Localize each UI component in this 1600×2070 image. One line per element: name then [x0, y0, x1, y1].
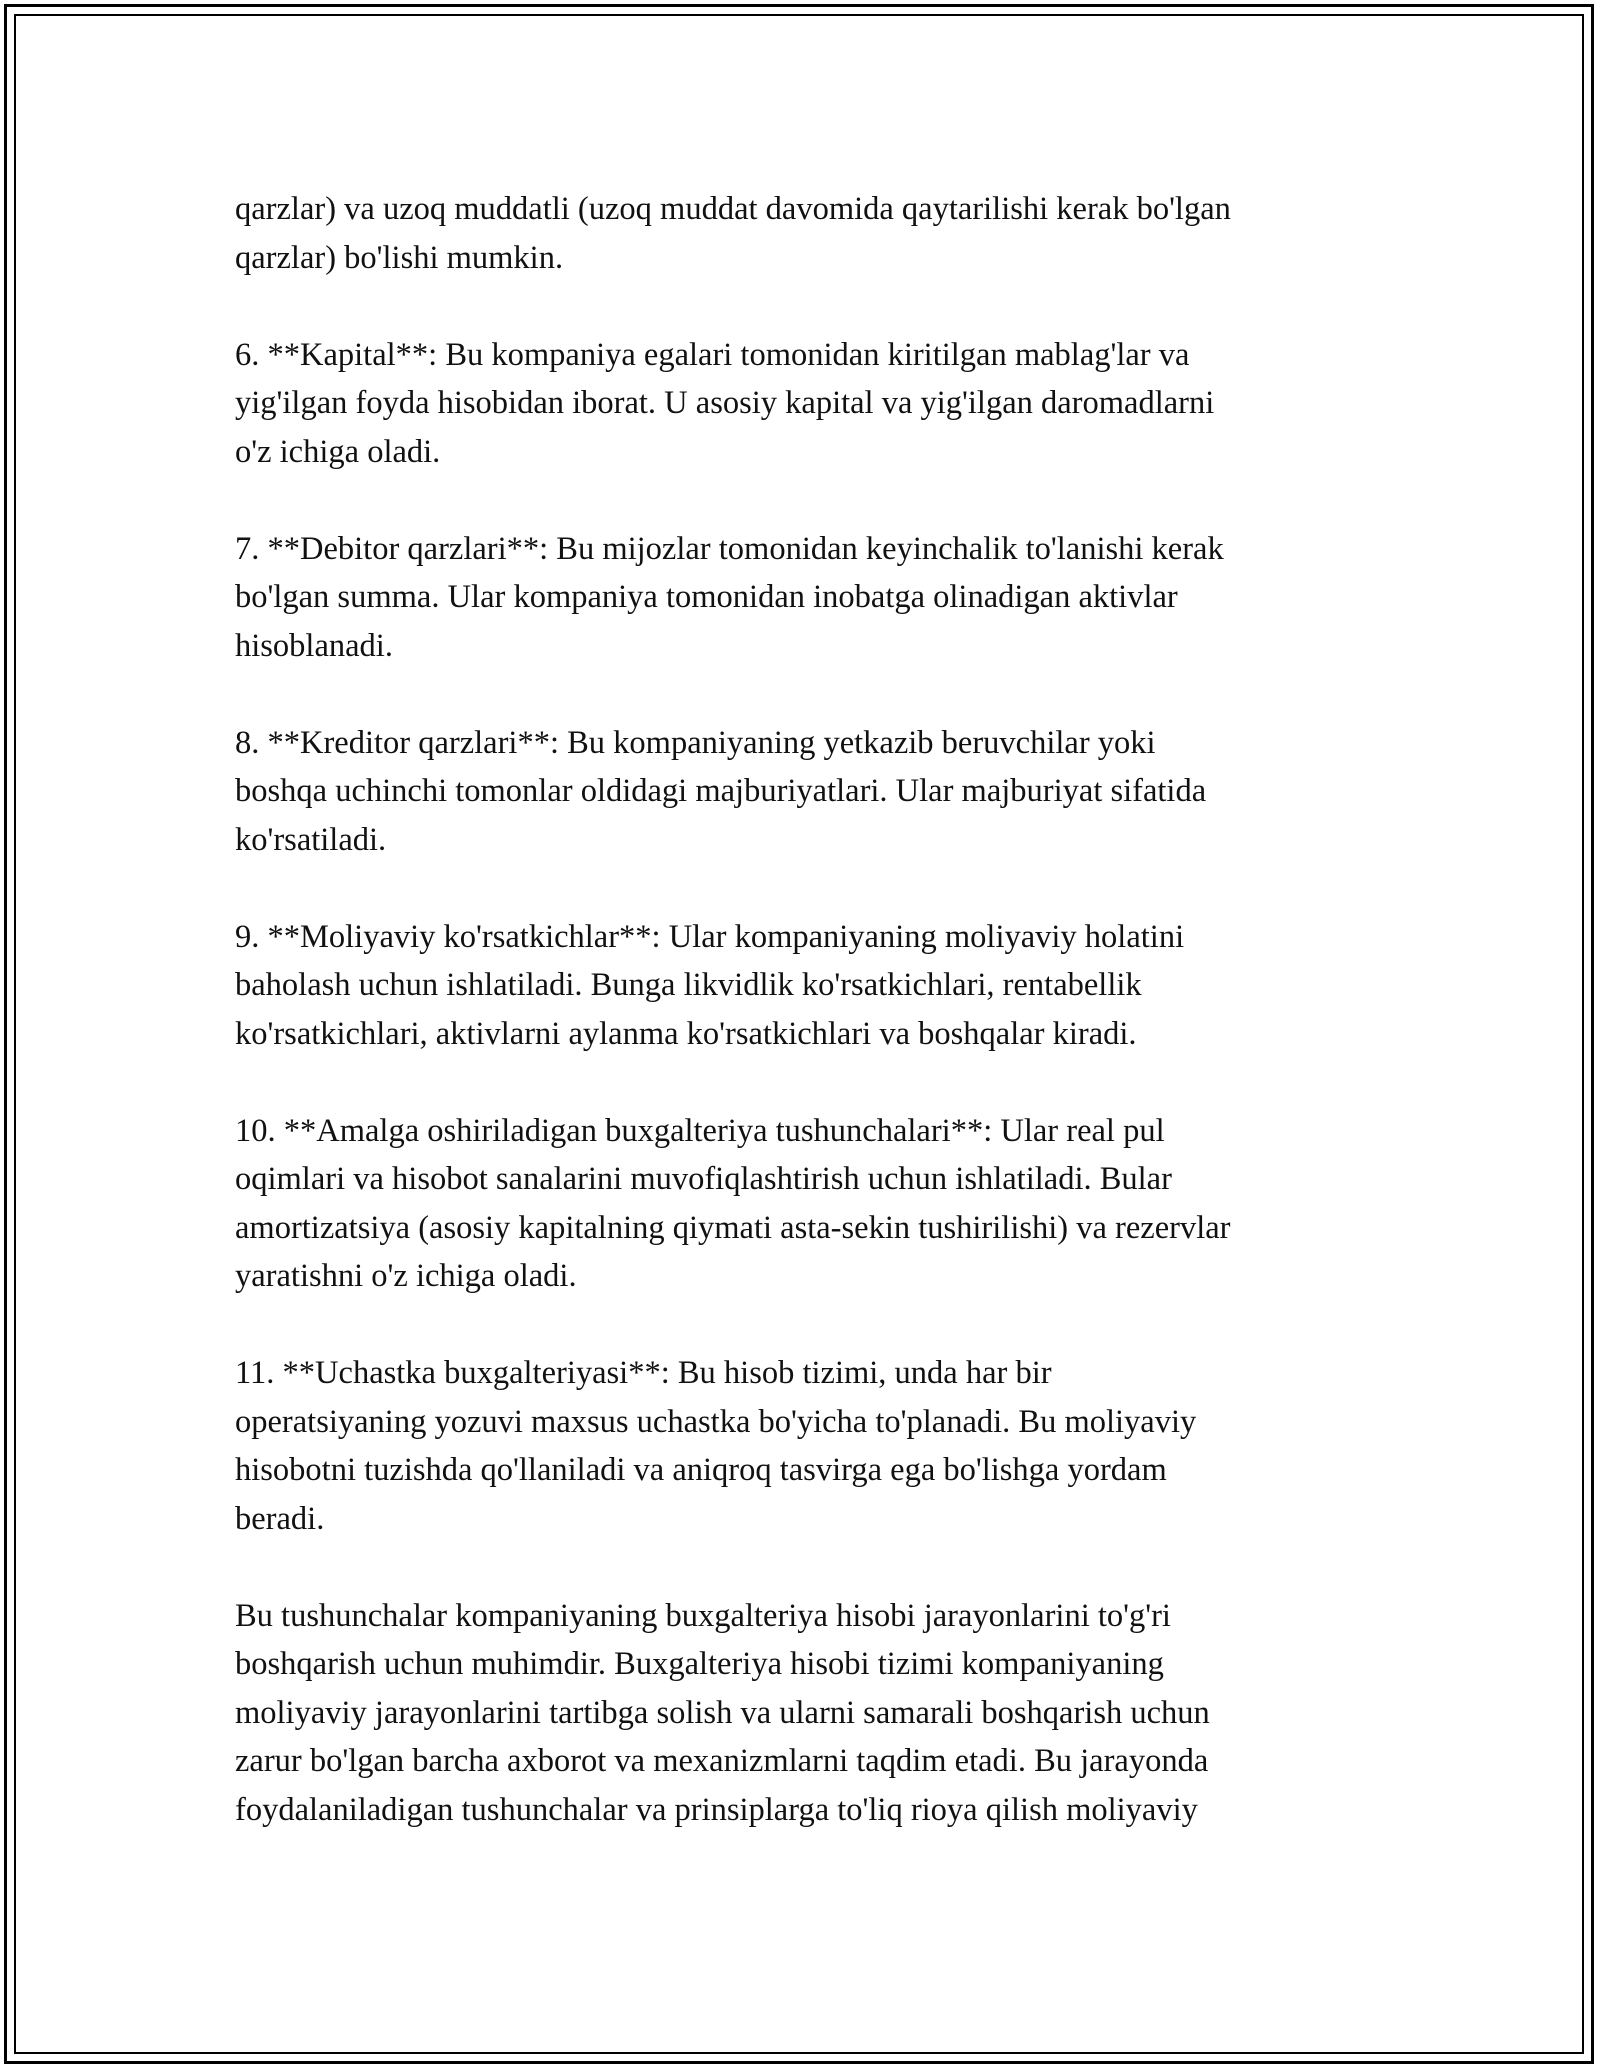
paragraph-item-10-accrual-concepts: 10. **Amalga oshiriladigan buxgalteriya tushunchalari**: Ular real pul oqimlari va hisobot sanalarini muvofiqlashtirish uchun ishlatiladi. Bular amortizatsiya (asosiy kapitalning qiymati asta-sekin tushirilishi) va rezervlar yaratishni o'z ichiga oladi.: [235, 1112, 1231, 1294]
paragraph-item-9-financial-ratios: 9. **Moliyaviy ko'rsatkichlar**: Ular kompaniyaning moliyaviy holatini baholash uchun ishlatiladi. Bunga likvidlik ko'rsatkichlari, rentabellik ko'rsatkichlari, aktivlarni aylanma ko'rsatkichlari va boshqalar kiradi.: [235, 918, 1185, 1052]
paragraph-item-6-capital: 6. **Kapital**: Bu kompaniya egalari tomonidan kiritilgan mablag'lar va yig'ilgan foyda hisobidan iborat. U asosiy kapital va yig'ilgan daromadlarni o'z ichiga oladi.: [235, 336, 1215, 470]
paragraph-conclusion: Bu tushunchalar kompaniyaning buxgalteriya hisobi jarayonlarini to'g'ri boshqarish uchun muhimdir. Buxgalteriya hisobi tizimi kompaniyaning moliyaviy jarayonlarini tartibga solish va ularni samarali boshqarish uchun zarur bo'lgan barcha axborot va mexanizmlarni taqdim etadi. Bu jarayonda foydalaniladigan tushunchalar va prinsiplarga to'liq rioya qilish moliyaviy: [235, 1597, 1210, 1828]
paragraph-item-8-payables: 8. **Kreditor qarzlari**: Bu kompaniyaning yetkazib beruvchilar yoki boshqa uchinchi tomonlar oldidagi majburiyatlari. Ular majburiyat sifatida ko'rsatiladi.: [235, 724, 1207, 858]
paragraph-debt-continuation: qarzlar) va uzoq muddatli (uzoq muddat davomida qaytarilishi kerak bo'lgan qarzlar) bo'lishi mumkin.: [235, 191, 1231, 276]
paragraph-item-7-receivables: 7. **Debitor qarzlari**: Bu mijozlar tomonidan keyinchalik to'lanishi kerak bo'lgan summa. Ular kompaniya tomonidan inobatga olinadigan aktivlar hisoblanadi.: [235, 530, 1224, 664]
document-body: [235, 185, 1365, 1883]
paragraph-item-11-section-accounting: 11. **Uchastka buxgalteriyasi**: Bu hisob tizimi, unda har bir operatsiyaning yozuvi maxsus uchastka bo'yicha to'planadi. Bu moliyaviy hisobotni tuzishda qo'llaniladi va aniqroq tasvirga ega bo'lishga yordam beradi.: [235, 1355, 1197, 1537]
